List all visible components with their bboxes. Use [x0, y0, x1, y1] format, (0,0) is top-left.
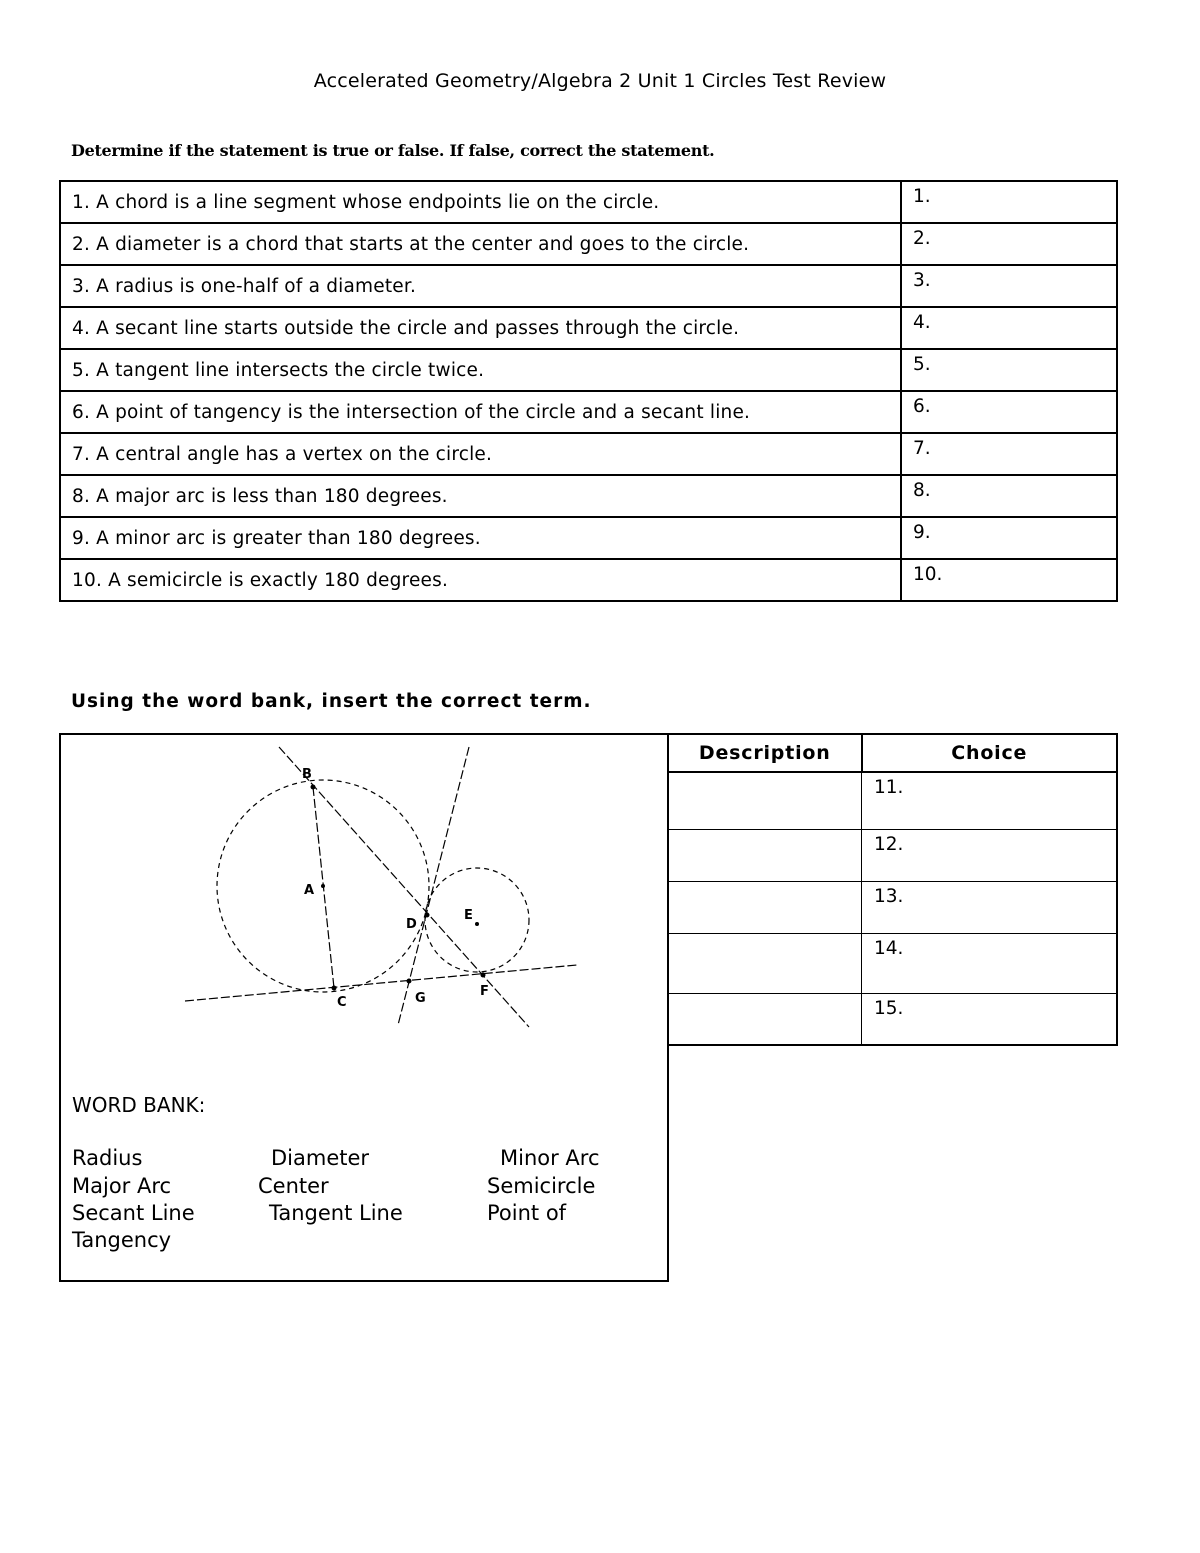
word-bank-item: Tangent Line [269, 1201, 403, 1225]
description-cell[interactable] [668, 933, 862, 993]
table-row [668, 881, 1117, 933]
statement-cell: 8. A major arc is less than 180 degrees. [60, 475, 901, 517]
word-bank-item: Minor Arc [500, 1146, 600, 1170]
answer-cell[interactable]: 2. [901, 223, 1117, 265]
statement-cell: 3. A radius is one-half of a diameter. [60, 265, 901, 307]
description-cell[interactable] [668, 772, 862, 829]
point-f [481, 973, 486, 978]
statement-cell: 10. A semicircle is exactly 180 degrees. [60, 559, 901, 601]
label-d: D [406, 917, 417, 932]
label-f: F [480, 984, 489, 999]
choice-cell[interactable]: 11. [862, 772, 1118, 829]
description-cell[interactable] [668, 993, 862, 1045]
table-row [60, 265, 1117, 307]
word-bank-item: Point of [487, 1201, 567, 1225]
statement-cell: 5. A tangent line intersects the circle twice. [60, 349, 901, 391]
answer-cell[interactable]: 10. [901, 559, 1117, 601]
word-bank-item: Center [258, 1174, 329, 1198]
table-row [668, 933, 1117, 993]
circles-diagram [61, 735, 667, 1075]
answer-cell[interactable]: 1. [901, 181, 1117, 223]
point-d [425, 913, 430, 918]
table-row [60, 223, 1117, 265]
true-false-table [59, 180, 1118, 602]
statement-cell: 9. A minor arc is greater than 180 degrees. [60, 517, 901, 559]
table-row [60, 517, 1117, 559]
word-bank-item: Radius [72, 1146, 143, 1170]
table-row [60, 349, 1117, 391]
description-cell[interactable] [668, 829, 862, 881]
word-bank-item: Diameter [271, 1146, 370, 1170]
answer-cell[interactable]: 5. [901, 349, 1117, 391]
choice-cell[interactable]: 12. [862, 829, 1118, 881]
table-row [60, 559, 1117, 601]
label-g: G [415, 991, 426, 1006]
choice-cell[interactable]: 13. [862, 881, 1118, 933]
tangent-line [185, 965, 577, 1001]
answer-cell[interactable]: 9. [901, 517, 1117, 559]
answer-cell[interactable]: 8. [901, 475, 1117, 517]
word-bank-item: Major Arc [72, 1174, 172, 1198]
statement-cell: 2. A diameter is a chord that starts at the center and goes to the circle. [60, 223, 901, 265]
label-c: C [337, 995, 347, 1010]
page-title: Accelerated Geometry/Algebra 2 Unit 1 Circles Test Review [313, 70, 887, 92]
table-row [668, 993, 1117, 1045]
word-bank-item: Secant Line [72, 1201, 195, 1225]
table-row [668, 829, 1117, 881]
answer-cell[interactable]: 7. [901, 433, 1117, 475]
point-a [321, 884, 325, 888]
choice-cell[interactable]: 14. [862, 933, 1118, 993]
circle-e [425, 868, 529, 972]
true-false-instruction: Determine if the statement is true or false. If false, correct the statement. [71, 141, 715, 160]
figure-box [59, 733, 669, 1282]
word-bank-instruction: Using the word bank, insert the correct term. [71, 691, 592, 712]
word-bank-title: WORD BANK: [72, 1093, 206, 1117]
point-g [407, 979, 412, 984]
label-e: E [464, 908, 473, 923]
answer-cell[interactable]: 3. [901, 265, 1117, 307]
table-row [60, 433, 1117, 475]
answer-cell[interactable]: 6. [901, 391, 1117, 433]
statement-cell: 1. A chord is a line segment whose endpoints lie on the circle. [60, 181, 901, 223]
description-header: Description [668, 734, 862, 772]
statement-cell: 6. A point of tangency is the intersection of the circle and a secant line. [60, 391, 901, 433]
table-row [60, 181, 1117, 223]
point-e [475, 922, 479, 926]
answer-cell[interactable]: 4. [901, 307, 1117, 349]
statement-cell: 4. A secant line starts outside the circle and passes through the circle. [60, 307, 901, 349]
label-a: A [304, 883, 315, 898]
statement-cell: 7. A central angle has a vertex on the circle. [60, 433, 901, 475]
description-choice-table [667, 733, 1118, 1046]
choice-cell[interactable]: 15. [862, 993, 1118, 1045]
point-b [311, 785, 316, 790]
line-bf [279, 747, 529, 1027]
description-cell[interactable] [668, 881, 862, 933]
table-row [60, 307, 1117, 349]
table-row [668, 772, 1117, 829]
label-b: B [302, 767, 312, 782]
word-bank-item: Tangency [72, 1228, 172, 1252]
table-row [60, 475, 1117, 517]
point-c [332, 986, 337, 991]
word-bank-item: Semicircle [487, 1174, 596, 1198]
choice-header: Choice [862, 734, 1118, 772]
table-row [60, 391, 1117, 433]
